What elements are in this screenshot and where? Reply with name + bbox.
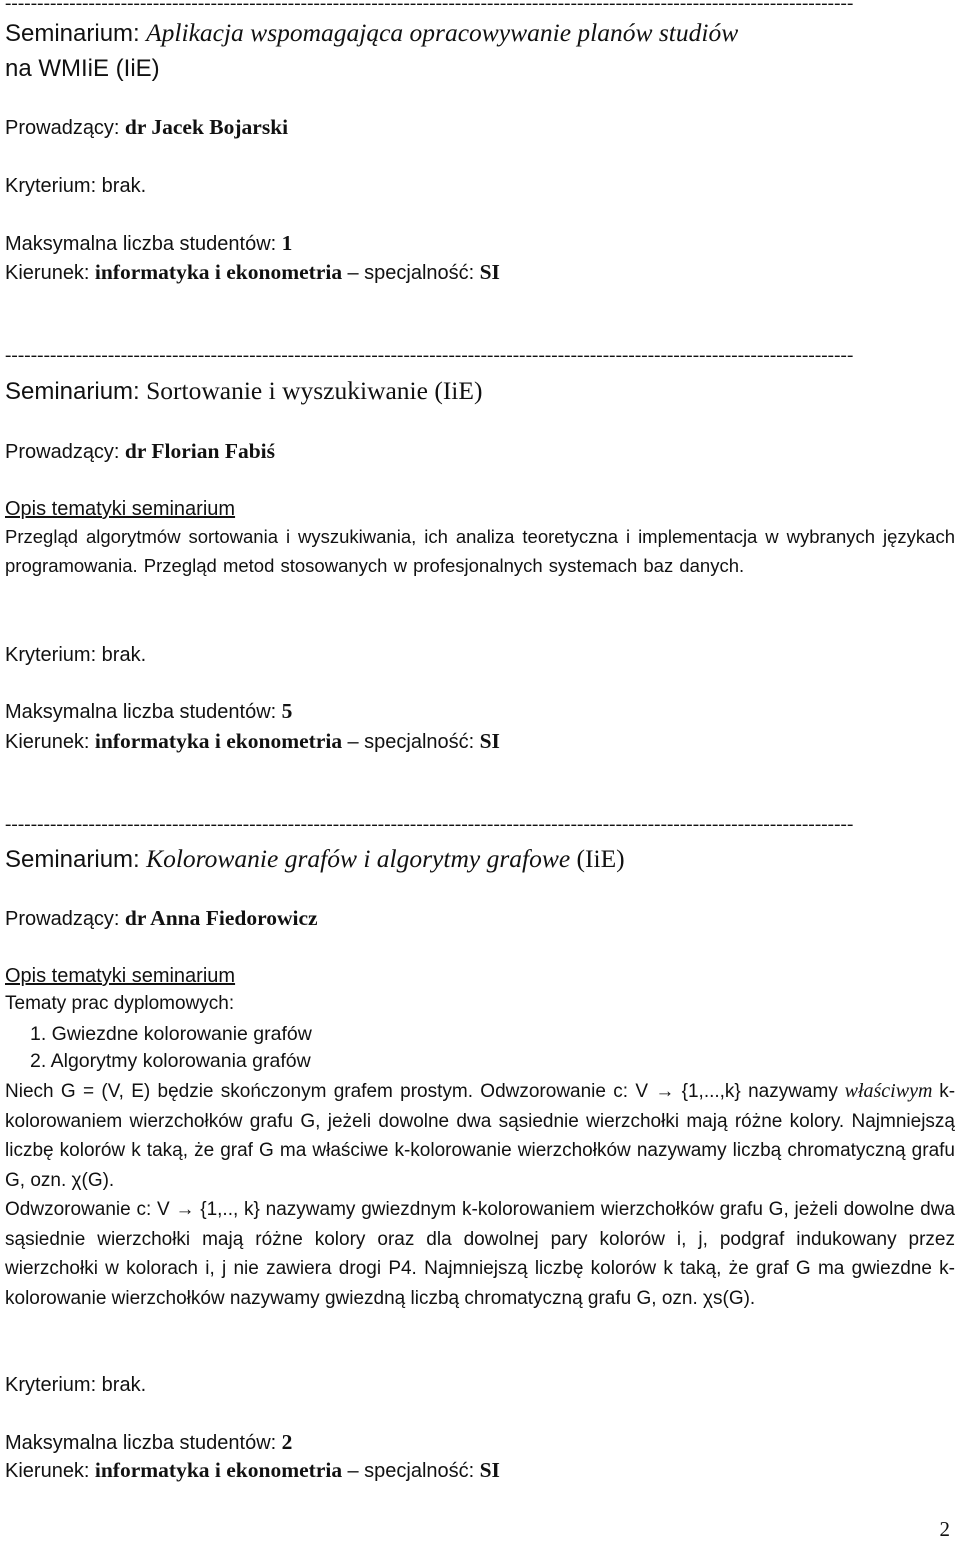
max-students: Maksymalna liczba studentów: 1 xyxy=(5,231,293,255)
description-heading: Opis tematyki seminarium xyxy=(5,498,236,520)
seminar-title: Seminarium: Sortowanie i wyszukiwanie (IiE) xyxy=(5,376,483,405)
criterion: Kryterium: brak. xyxy=(5,644,147,666)
list-item: 2. Algorytmy kolorowania grafów xyxy=(30,1050,311,1072)
page-number: 2 xyxy=(939,1517,950,1541)
title-prefix: Seminarium: xyxy=(5,20,140,47)
separator: ------------------------------------------------------------------------------------------------------------------------------------ xyxy=(5,346,854,365)
direction: Kierunek: informatyka i ekonometria – specjalność: SI xyxy=(5,729,500,753)
topics-list xyxy=(30,1021,312,1075)
direction: Kierunek: informatyka i ekonometria – specjalność: SI xyxy=(5,1458,500,1482)
seminar-title-line2: na WMIiE (IiE) xyxy=(5,55,160,82)
supervisor: Prowadzący: dr Jacek Bojarski xyxy=(5,115,289,139)
definition-paragraph-2: Odwzorowanie c: V → {1,.., k} nazywamy gwiezdnym k-kolorowaniem wierzchołków grafu G, jeżeli dowolne dwa sąsiednie wierzchołki mają różne kolory oraz dla dowolnej pary kolorów i, j, podgraf indukowany przez wierzchołki w kolorach i, j nie zawiera drogi P4. Najmniejszą liczbę kolorów k taką, że graf G ma gwiezdne k-kolorowanie wierzchołków nazywamy gwiezdną liczbą chromatyczną grafu G, ozn. χs(G). xyxy=(5,1199,955,1309)
max-students: Maksymalna liczba studentów: 5 xyxy=(5,699,293,723)
supervisor: Prowadzący: dr Anna Fiedorowicz xyxy=(5,906,318,930)
topics-label: Tematy prac dyplomowych: xyxy=(5,993,235,1014)
max-students: Maksymalna liczba studentów: 2 xyxy=(5,1430,293,1454)
description-text: Przegląd algorytmów sortowania i wyszukiwania, ich analiza teoretyczna i implementacja w wybranych językach programowania. Przegląd metod stosowanych w profesjonalnych systemach baz danych. xyxy=(5,526,955,576)
supervisor: Prowadzący: dr Florian Fabiś xyxy=(5,439,275,463)
direction: Kierunek: informatyka i ekonometria – specjalność: SI xyxy=(5,260,500,284)
separator: ------------------------------------------------------------------------------------------------------------------------------------ xyxy=(5,815,854,834)
separator: ------------------------------------------------------------------------------------------------------------------------------------ xyxy=(5,0,854,13)
seminar-title xyxy=(5,17,738,50)
document-page xyxy=(5,0,955,1545)
criterion: Kryterium: brak. xyxy=(5,1374,147,1396)
title-italic: Aplikacja wspomagająca opracowywanie planów studiów xyxy=(146,18,739,47)
criterion: Kryterium: brak. xyxy=(5,175,147,197)
seminar-title: Seminarium: Kolorowanie grafów i algorytmy grafowe (IiE) xyxy=(5,844,625,873)
description-heading: Opis tematyki seminarium xyxy=(5,965,236,987)
definition-paragraph: Niech G = (V, E) będzie skończonym grafem prostym. Odwzorowanie c: V → {1,...,k} nazywamy właściwym k-kolorowaniem wierzchołków grafu G, jeżeli dowolne dwa sąsiednie wierzchołki mają różne kolory. Najmniejszą liczbę kolorów k taką, że graf G ma właściwe k-kolorowanie wierzchołków nazywamy liczbą chromatyczną grafu G, ozn. χ(G). xyxy=(5,1080,956,1191)
list-item: 1. Gwiezdne kolorowanie grafów xyxy=(30,1023,312,1045)
